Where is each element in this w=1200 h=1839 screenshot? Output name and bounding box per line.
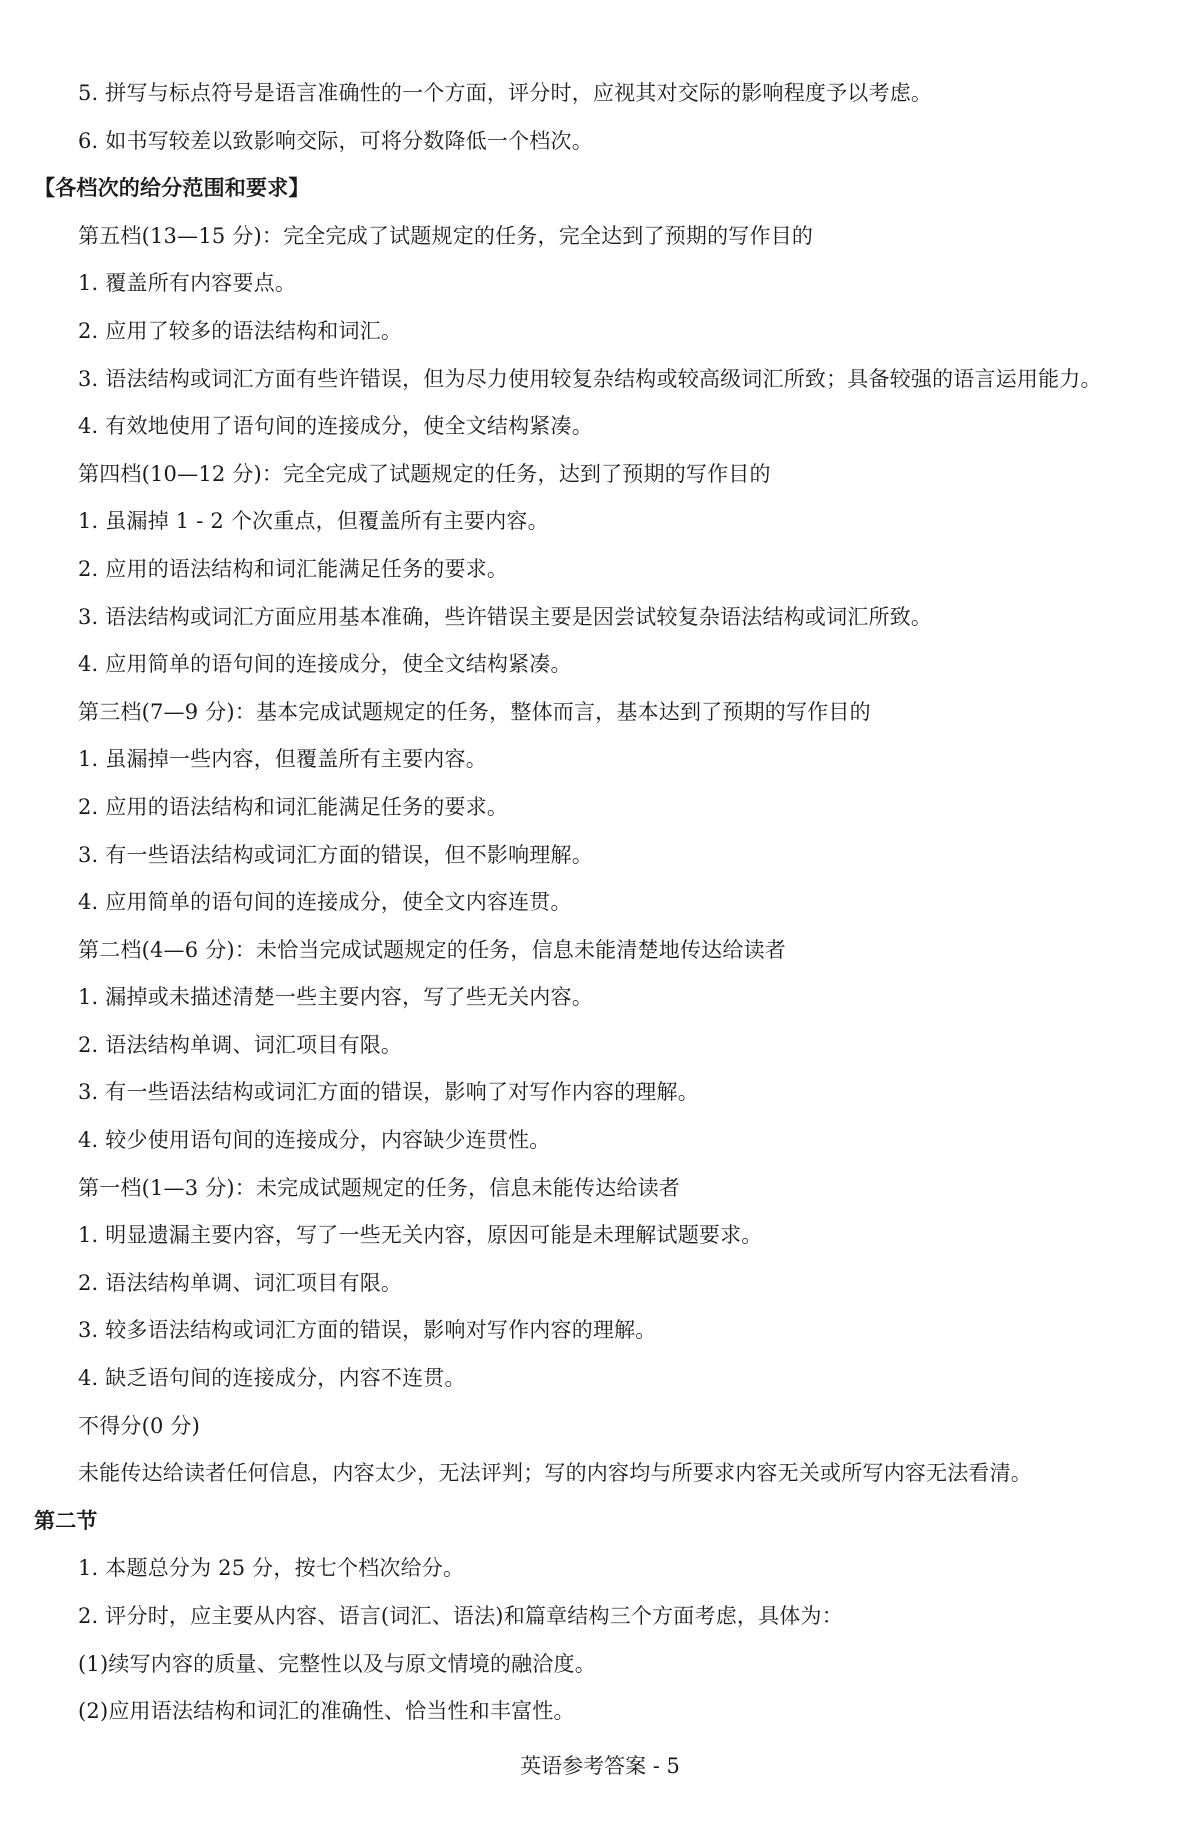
text-line: 2. 语法结构单调、词汇项目有限。 (78, 1270, 403, 1295)
text-line: 第一档(1—3 分)：未完成试题规定的任务，信息未能传达给读者 (78, 1175, 680, 1200)
text-line: 3. 有一些语法结构或词汇方面的错误，但不影响理解。 (78, 842, 593, 867)
text-line: 5. 拼写与标点符号是语言准确性的一个方面，评分时，应视其对交际的影响程度予以考虑。 (78, 81, 933, 105)
text-line: 1. 虽漏掉一些内容，但覆盖所有主要内容。 (78, 747, 487, 772)
text-line: 1. 覆盖所有内容要点。 (78, 271, 297, 296)
text-line: 1. 漏掉或未描述清楚一些主要内容，写了些无关内容。 (78, 985, 593, 1010)
text-line: 第五档(13—15 分)：完全完成了试题规定的任务，完全达到了预期的写作目的 (78, 223, 814, 248)
text-line: 1. 虽漏掉 1 - 2 个次重点，但覆盖所有主要内容。 (78, 509, 549, 534)
text-line: 2. 评分时，应主要从内容、语言(词汇、语法)和篇章结构三个方面考虑，具体为： (78, 1604, 843, 1628)
text-line: 2. 应用了较多的语法结构和词汇。 (78, 318, 403, 343)
text-line: 4. 有效地使用了语句间的连接成分，使全文结构紧凑。 (78, 414, 593, 439)
text-line: 第二档(4—6 分)：未恰当完成试题规定的任务，信息未能清楚地传达给读者 (78, 937, 786, 962)
text-line: 2. 应用的语法结构和词汇能满足任务的要求。 (78, 794, 509, 819)
text-line: 4. 缺乏语句间的连接成分，内容不连贯。 (78, 1366, 466, 1391)
text-line: 1. 本题总分为 25 分，按七个档次给分。 (78, 1556, 465, 1581)
text-line: 不得分(0 分) (78, 1413, 201, 1438)
text-line: 6. 如书写较差以致影响交际，可将分数降低一个档次。 (78, 128, 593, 153)
text-line: 2. 应用的语法结构和词汇能满足任务的要求。 (78, 556, 509, 581)
text-line: 1. 明显遗漏主要内容，写了一些无关内容，原因可能是未理解试题要求。 (78, 1223, 763, 1248)
text-line: 4. 较少使用语句间的连接成分，内容缺少连贯性。 (78, 1128, 551, 1153)
section-heading: 【各档次的给分范围和要求】 (34, 176, 310, 201)
text-line: 4. 应用简单的语句间的连接成分，使全文内容连贯。 (78, 890, 572, 915)
document-body (32, 70, 1172, 1736)
text-line: 第四档(10—12 分)：完全完成了试题规定的任务，达到了预期的写作目的 (78, 461, 771, 486)
text-line: 3. 有一些语法结构或词汇方面的错误，影响了对写作内容的理解。 (78, 1080, 699, 1105)
page-footer: 英语参考答案 - 5 (520, 1754, 680, 1778)
text-line: (1)续写内容的质量、完整性以及与原文情境的融洽度。 (78, 1651, 596, 1676)
text-line: (2)应用语法结构和词汇的准确性、恰当性和丰富性。 (78, 1699, 575, 1724)
text-line: 4. 应用简单的语句间的连接成分，使全文结构紧凑。 (78, 652, 572, 677)
section-heading: 第二节 (34, 1508, 98, 1533)
text-line: 3. 较多语法结构或词汇方面的错误，影响对写作内容的理解。 (78, 1318, 657, 1343)
text-line: 2. 语法结构单调、词汇项目有限。 (78, 1032, 403, 1057)
text-line: 3. 语法结构或词汇方面应用基本准确，些许错误主要是因尝试较复杂语法结构或词汇所致。 (78, 604, 933, 629)
text-line: 3. 语法结构或词汇方面有些许错误，但为尽力使用较复杂结构或较高级词汇所致；具备较强的语言运用能力。 (78, 366, 1102, 391)
text-line: 第三档(7—9 分)：基本完成试题规定的任务，整体而言，基本达到了预期的写作目的 (78, 699, 871, 724)
text-line: 未能传达给读者任何信息，内容太少，无法评判；写的内容均与所要求内容无关或所写内容无法看清。 (78, 1461, 1032, 1486)
